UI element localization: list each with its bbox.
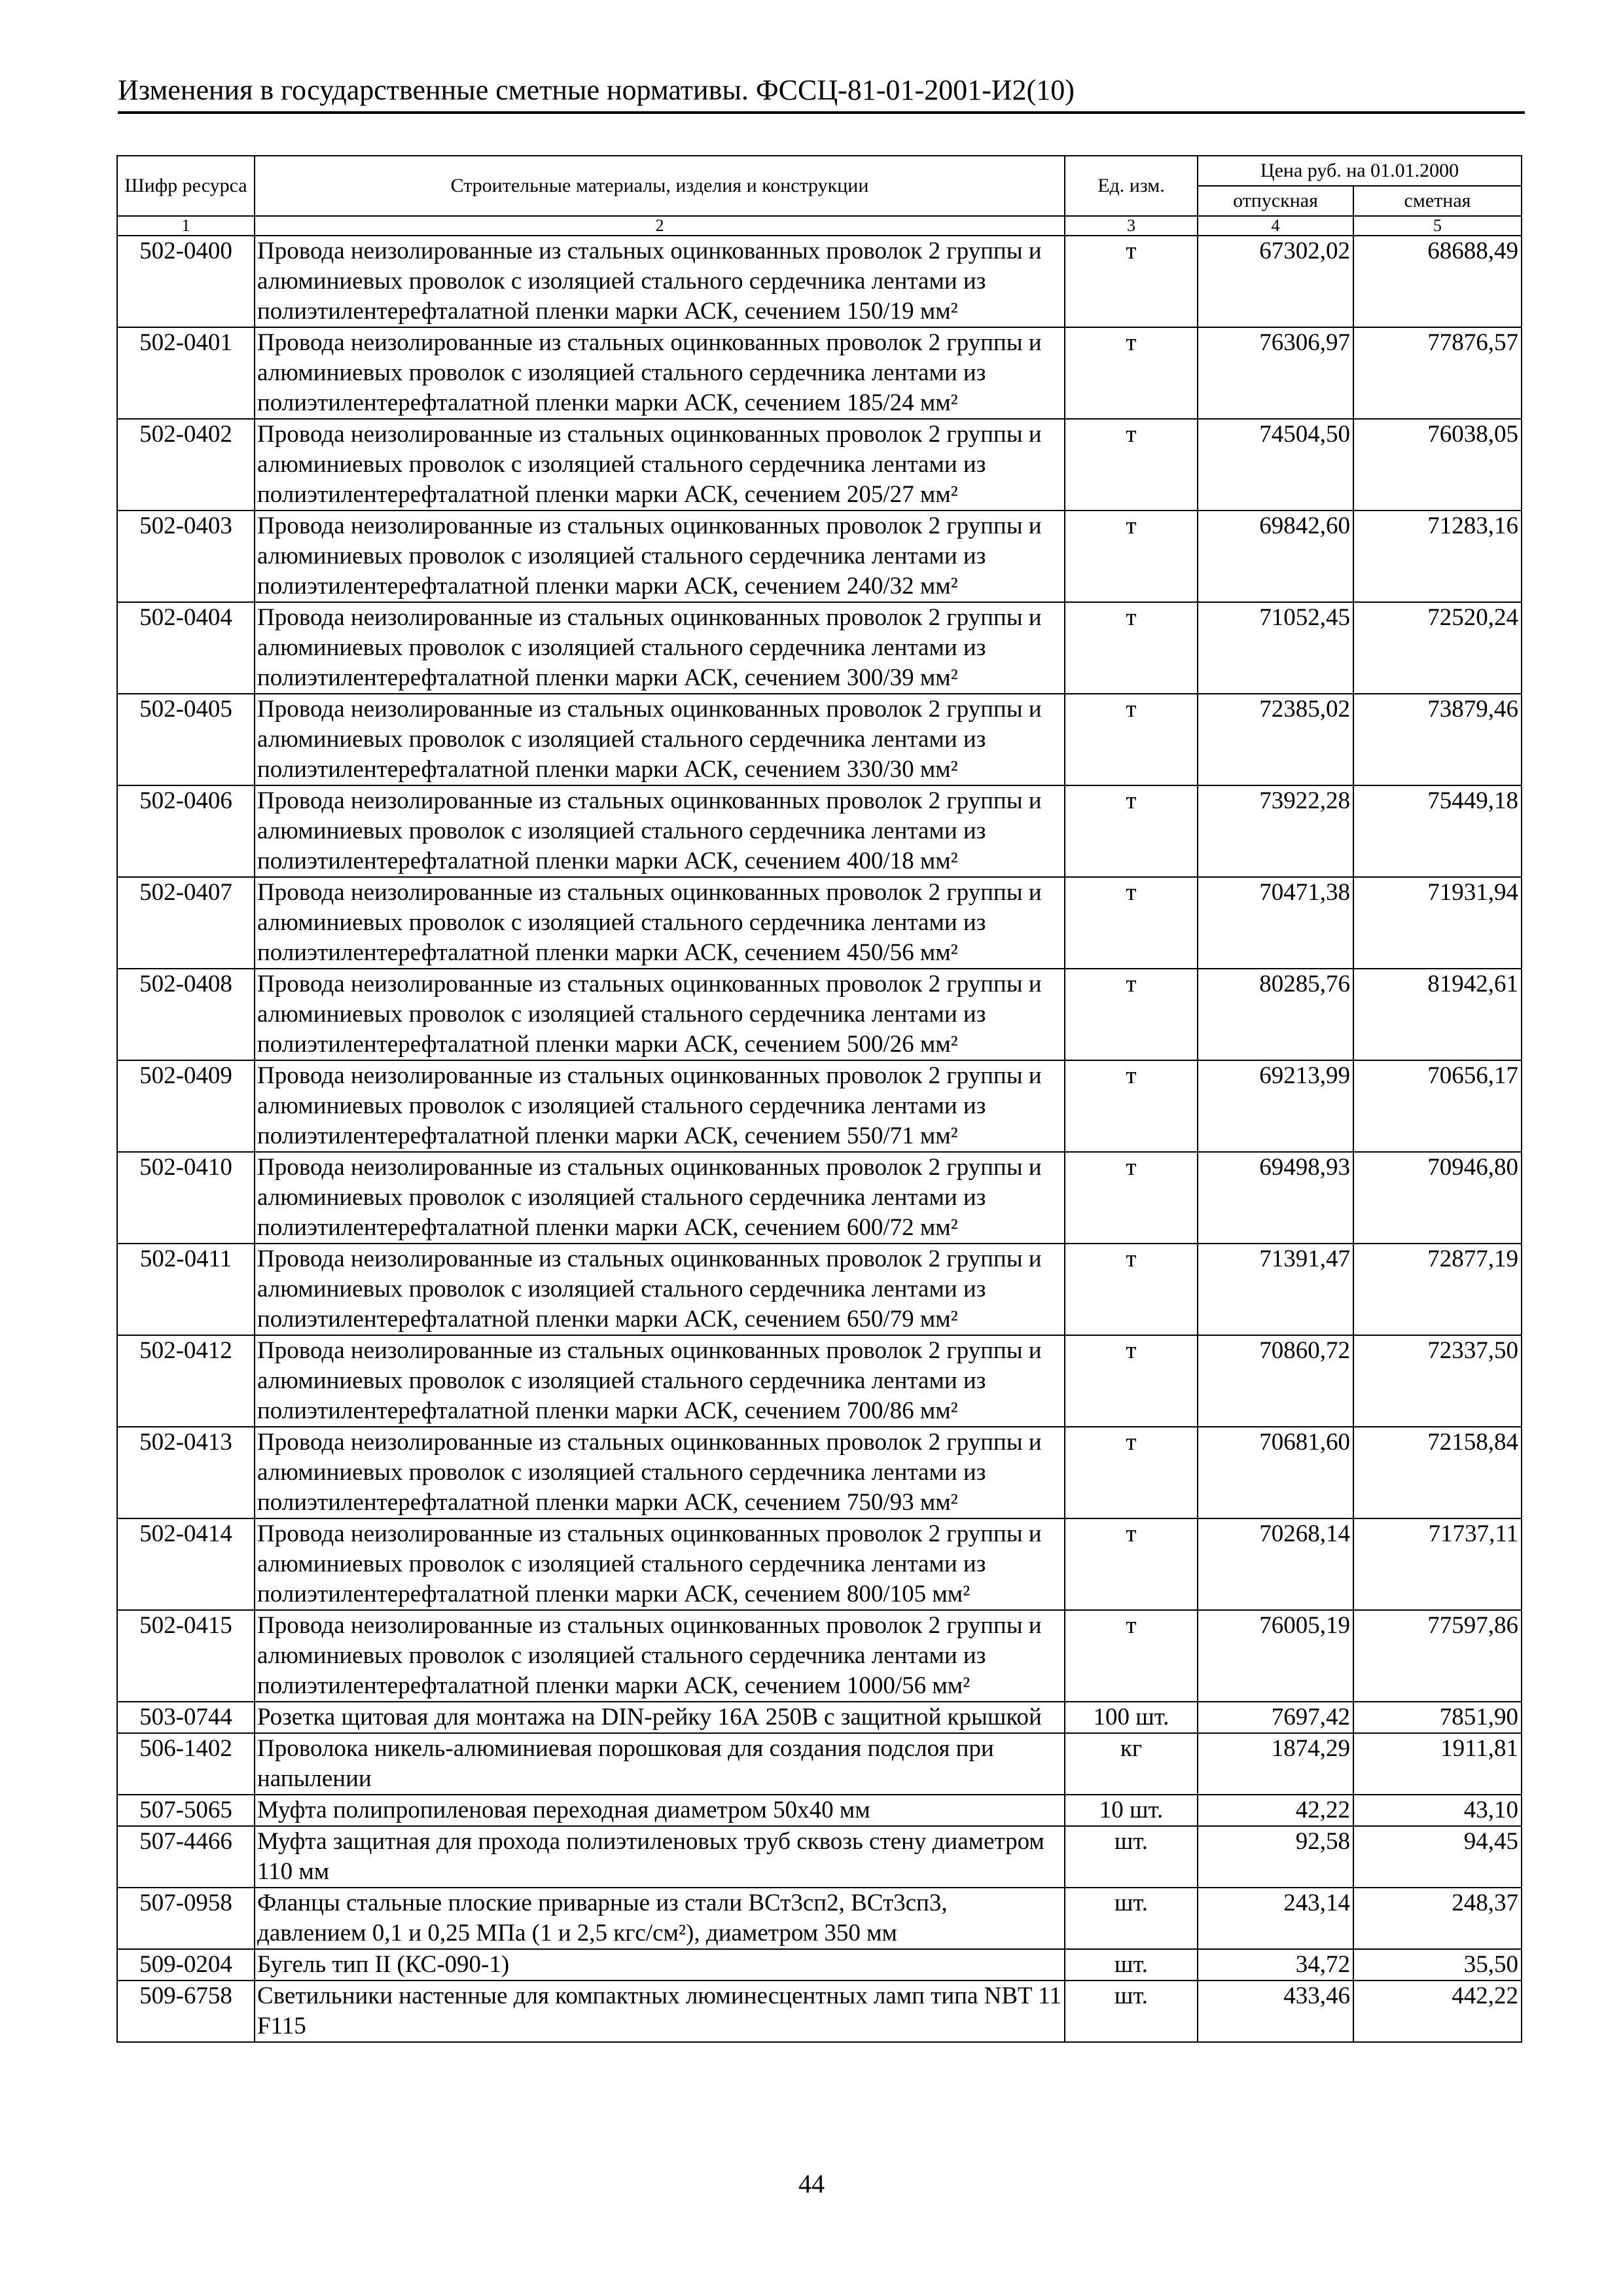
estimate-price: 70946,80	[1353, 1152, 1522, 1244]
unit: т	[1065, 1335, 1198, 1427]
material-name: Провода неизолированные из стальных оцинкованных проволок 2 группы и алюминиевых проволок с изоляцией стального сердечника лентами из полиэтилентерефталатной пленки марки АСК, сечением 185/24 мм²	[255, 327, 1065, 419]
material-name: Муфта защитная для прохода полиэтиленовых труб сквозь стену диаметром 110 мм	[255, 1826, 1065, 1888]
estimate-price: 7851,90	[1353, 1702, 1522, 1733]
material-name: Светильники настенные для компактных люминесцентных ламп типа NBT 11 F115	[255, 1981, 1065, 2042]
release-price: 74504,50	[1198, 419, 1353, 511]
release-price: 70471,38	[1198, 877, 1353, 969]
table-row	[117, 1610, 1522, 1702]
resource-code: 507-4466	[117, 1826, 255, 1888]
material-name: Розетка щитовая для монтажа на DIN-рейку 16А 250В с защитной крышкой	[255, 1702, 1065, 1733]
unit: т	[1065, 1244, 1198, 1335]
table-row	[117, 1733, 1522, 1795]
resource-code: 507-0958	[117, 1888, 255, 1949]
column-number: 3	[1065, 216, 1198, 236]
price-table	[116, 155, 1522, 2043]
material-name: Провода неизолированные из стальных оцинкованных проволок 2 группы и алюминиевых проволок с изоляцией стального сердечника лентами из полиэтилентерефталатной пленки марки АСК, сечением 550/71 мм²	[255, 1060, 1065, 1152]
unit: шт.	[1065, 1888, 1198, 1949]
material-name: Бугель тип II (КС-090-1)	[255, 1949, 1065, 1981]
resource-code: 502-0408	[117, 969, 255, 1060]
resource-code: 506-1402	[117, 1733, 255, 1795]
material-name: Провода неизолированные из стальных оцинкованных проволок 2 группы и алюминиевых проволок с изоляцией стального сердечника лентами из полиэтилентерефталатной пленки марки АСК, сечением 500/26 мм²	[255, 969, 1065, 1060]
estimate-price: 77597,86	[1353, 1610, 1522, 1702]
material-name: Провода неизолированные из стальных оцинкованных проволок 2 группы и алюминиевых проволок с изоляцией стального сердечника лентами из полиэтилентерефталатной пленки марки АСК, сечением 750/93 мм²	[255, 1427, 1065, 1518]
release-price: 70681,60	[1198, 1427, 1353, 1518]
unit: т	[1065, 1610, 1198, 1702]
table-row	[117, 1335, 1522, 1427]
table-row	[117, 969, 1522, 1060]
header-unit: Ед. изм.	[1065, 156, 1198, 216]
table-row	[117, 1060, 1522, 1152]
release-price: 42,22	[1198, 1795, 1353, 1826]
resource-code: 502-0411	[117, 1244, 255, 1335]
estimate-price: 75449,18	[1353, 785, 1522, 877]
release-price: 72385,02	[1198, 694, 1353, 785]
material-name: Фланцы стальные плоские приварные из стали ВСт3сп2, ВСт3сп3, давлением 0,1 и 0,25 МПа (1 и 2,5 кгс/см²), диаметром 350 мм	[255, 1888, 1065, 1949]
material-name: Провода неизолированные из стальных оцинкованных проволок 2 группы и алюминиевых проволок с изоляцией стального сердечника лентами из полиэтилентерефталатной пленки марки АСК, сечением 300/39 мм²	[255, 602, 1065, 694]
table-row	[117, 1888, 1522, 1949]
table-row	[117, 236, 1522, 327]
release-price: 76306,97	[1198, 327, 1353, 419]
table-row	[117, 1427, 1522, 1518]
table-row	[117, 877, 1522, 969]
release-price: 70860,72	[1198, 1335, 1353, 1427]
estimate-price: 71737,11	[1353, 1518, 1522, 1610]
table-row	[117, 602, 1522, 694]
estimate-price: 1911,81	[1353, 1733, 1522, 1795]
unit: 100 шт.	[1065, 1702, 1198, 1733]
unit: т	[1065, 327, 1198, 419]
page-number: 44	[798, 2169, 825, 2198]
release-price: 73922,28	[1198, 785, 1353, 877]
estimate-price: 72158,84	[1353, 1427, 1522, 1518]
column-number: 1	[117, 216, 255, 236]
unit: шт.	[1065, 1826, 1198, 1888]
release-price: 69498,93	[1198, 1152, 1353, 1244]
unit: т	[1065, 419, 1198, 511]
header-estimate-price: сметная	[1353, 186, 1522, 216]
table-row	[117, 1518, 1522, 1610]
table-header	[117, 156, 1522, 236]
resource-code: 502-0403	[117, 511, 255, 602]
header-release-price: отпускная	[1198, 186, 1353, 216]
release-price: 92,58	[1198, 1826, 1353, 1888]
material-name: Провода неизолированные из стальных оцинкованных проволок 2 группы и алюминиевых проволок с изоляцией стального сердечника лентами из полиэтилентерефталатной пленки марки АСК, сечением 150/19 мм²	[255, 236, 1065, 327]
table-row	[117, 327, 1522, 419]
estimate-price: 77876,57	[1353, 327, 1522, 419]
material-name: Провода неизолированные из стальных оцинкованных проволок 2 группы и алюминиевых проволок с изоляцией стального сердечника лентами из полиэтилентерефталатной пленки марки АСК, сечением 700/86 мм²	[255, 1335, 1065, 1427]
material-name: Провода неизолированные из стальных оцинкованных проволок 2 группы и алюминиевых проволок с изоляцией стального сердечника лентами из полиэтилентерефталатной пленки марки АСК, сечением 400/18 мм²	[255, 785, 1065, 877]
release-price: 70268,14	[1198, 1518, 1353, 1610]
resource-code: 502-0414	[117, 1518, 255, 1610]
release-price: 80285,76	[1198, 969, 1353, 1060]
table-row	[117, 1949, 1522, 1981]
unit: т	[1065, 602, 1198, 694]
resource-code: 503-0744	[117, 1702, 255, 1733]
unit: т	[1065, 511, 1198, 602]
unit: т	[1065, 877, 1198, 969]
estimate-price: 35,50	[1353, 1949, 1522, 1981]
column-number: 5	[1353, 216, 1522, 236]
unit: т	[1065, 694, 1198, 785]
release-price: 71052,45	[1198, 602, 1353, 694]
table-row	[117, 1981, 1522, 2042]
header-name: Строительные материалы, изделия и конструкции	[255, 156, 1065, 216]
unit: т	[1065, 785, 1198, 877]
unit: шт.	[1065, 1981, 1198, 2042]
resource-code: 502-0401	[117, 327, 255, 419]
column-number: 4	[1198, 216, 1353, 236]
release-price: 34,72	[1198, 1949, 1353, 1981]
estimate-price: 71283,16	[1353, 511, 1522, 602]
table-row	[117, 1795, 1522, 1826]
resource-code: 502-0400	[117, 236, 255, 327]
unit: т	[1065, 969, 1198, 1060]
page-header-title: Изменения в государственные сметные нормативы. ФССЦ-81-01-2001-И2(10)	[118, 73, 1525, 114]
unit: т	[1065, 1427, 1198, 1518]
material-name: Провода неизолированные из стальных оцинкованных проволок 2 группы и алюминиевых проволок с изоляцией стального сердечника лентами из полиэтилентерефталатной пленки марки АСК, сечением 800/105 мм²	[255, 1518, 1065, 1610]
estimate-price: 70656,17	[1353, 1060, 1522, 1152]
table-row	[117, 511, 1522, 602]
resource-code: 502-0406	[117, 785, 255, 877]
release-price: 69842,60	[1198, 511, 1353, 602]
estimate-price: 71931,94	[1353, 877, 1522, 969]
estimate-price: 72877,19	[1353, 1244, 1522, 1335]
estimate-price: 68688,49	[1353, 236, 1522, 327]
table-row	[117, 1244, 1522, 1335]
estimate-price: 442,22	[1353, 1981, 1522, 2042]
header-code: Шифр ресурса	[117, 156, 255, 216]
header-price-group: Цена руб. на 01.01.2000	[1198, 156, 1522, 186]
unit: т	[1065, 1152, 1198, 1244]
table-row	[117, 694, 1522, 785]
resource-code: 502-0404	[117, 602, 255, 694]
release-price: 69213,99	[1198, 1060, 1353, 1152]
estimate-price: 248,37	[1353, 1888, 1522, 1949]
table-row	[117, 1702, 1522, 1733]
estimate-price: 94,45	[1353, 1826, 1522, 1888]
material-name: Провода неизолированные из стальных оцинкованных проволок 2 группы и алюминиевых проволок с изоляцией стального сердечника лентами из полиэтилентерефталатной пленки марки АСК, сечением 330/30 мм²	[255, 694, 1065, 785]
estimate-price: 73879,46	[1353, 694, 1522, 785]
column-number: 2	[255, 216, 1065, 236]
release-price: 243,14	[1198, 1888, 1353, 1949]
material-name: Провода неизолированные из стальных оцинкованных проволок 2 группы и алюминиевых проволок с изоляцией стального сердечника лентами из полиэтилентерефталатной пленки марки АСК, сечением 600/72 мм²	[255, 1152, 1065, 1244]
estimate-price: 81942,61	[1353, 969, 1522, 1060]
resource-code: 502-0407	[117, 877, 255, 969]
unit: кг	[1065, 1733, 1198, 1795]
resource-code: 502-0413	[117, 1427, 255, 1518]
estimate-price: 72337,50	[1353, 1335, 1522, 1427]
release-price: 433,46	[1198, 1981, 1353, 2042]
estimate-price: 72520,24	[1353, 602, 1522, 694]
unit: шт.	[1065, 1949, 1198, 1981]
release-price: 7697,42	[1198, 1702, 1353, 1733]
resource-code: 509-6758	[117, 1981, 255, 2042]
material-name: Провода неизолированные из стальных оцинкованных проволок 2 группы и алюминиевых проволок с изоляцией стального сердечника лентами из полиэтилентерефталатной пленки марки АСК, сечением 650/79 мм²	[255, 1244, 1065, 1335]
unit: 10 шт.	[1065, 1795, 1198, 1826]
material-name: Провода неизолированные из стальных оцинкованных проволок 2 группы и алюминиевых проволок с изоляцией стального сердечника лентами из полиэтилентерефталатной пленки марки АСК, сечением 1000/56 мм²	[255, 1610, 1065, 1702]
resource-code: 507-5065	[117, 1795, 255, 1826]
unit: т	[1065, 1518, 1198, 1610]
material-name: Муфта полипропиленовая переходная диаметром 50х40 мм	[255, 1795, 1065, 1826]
table-row	[117, 1152, 1522, 1244]
release-price: 71391,47	[1198, 1244, 1353, 1335]
estimate-price: 76038,05	[1353, 419, 1522, 511]
resource-code: 502-0410	[117, 1152, 255, 1244]
resource-code: 502-0412	[117, 1335, 255, 1427]
unit: т	[1065, 1060, 1198, 1152]
estimate-price: 43,10	[1353, 1795, 1522, 1826]
table-body	[117, 236, 1522, 2042]
release-price: 76005,19	[1198, 1610, 1353, 1702]
resource-code: 502-0402	[117, 419, 255, 511]
material-name: Проволока никель-алюминиевая порошковая для создания подслоя при напылении	[255, 1733, 1065, 1795]
table-row	[117, 419, 1522, 511]
material-name: Провода неизолированные из стальных оцинкованных проволок 2 группы и алюминиевых проволок с изоляцией стального сердечника лентами из полиэтилентерефталатной пленки марки АСК, сечением 205/27 мм²	[255, 419, 1065, 511]
resource-code: 502-0415	[117, 1610, 255, 1702]
unit: т	[1065, 236, 1198, 327]
table-row	[117, 785, 1522, 877]
resource-code: 502-0409	[117, 1060, 255, 1152]
material-name: Провода неизолированные из стальных оцинкованных проволок 2 группы и алюминиевых проволок с изоляцией стального сердечника лентами из полиэтилентерефталатной пленки марки АСК, сечением 240/32 мм²	[255, 511, 1065, 602]
release-price: 67302,02	[1198, 236, 1353, 327]
material-name: Провода неизолированные из стальных оцинкованных проволок 2 группы и алюминиевых проволок с изоляцией стального сердечника лентами из полиэтилентерефталатной пленки марки АСК, сечением 450/56 мм²	[255, 877, 1065, 969]
release-price: 1874,29	[1198, 1733, 1353, 1795]
table-row	[117, 1826, 1522, 1888]
resource-code: 502-0405	[117, 694, 255, 785]
resource-code: 509-0204	[117, 1949, 255, 1981]
